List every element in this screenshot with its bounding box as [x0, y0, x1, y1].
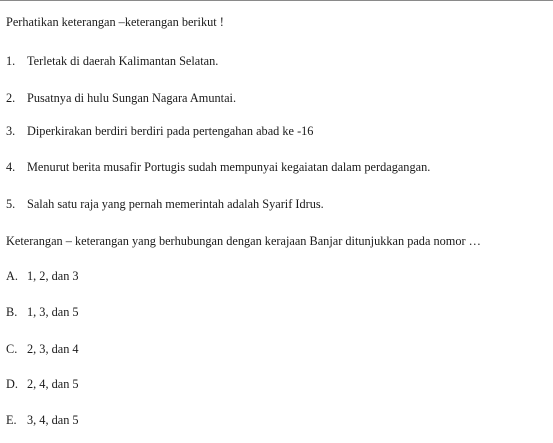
intro-text: Perhatikan keterangan –keterangan berikut !	[6, 15, 224, 29]
option-text: 1, 2, dan 3	[27, 269, 79, 283]
statement-3	[6, 124, 313, 138]
option-letter: E.	[6, 413, 17, 427]
option-text: 3, 4, dan 5	[27, 413, 79, 427]
statement-text: Salah satu raja yang pernah memerintah adalah Syarif Idrus.	[27, 197, 324, 211]
option-text: 2, 3, dan 4	[27, 342, 79, 356]
statement-text: Terletak di daerah Kalimantan Selatan.	[27, 54, 219, 68]
statement-5	[6, 197, 324, 211]
statement-text: Menurut berita musafir Portugis sudah mempunyai kegaiatan dalam perdagangan.	[27, 160, 431, 174]
statement-text: Pusatnya di hulu Sungan Nagara Amuntai.	[27, 91, 237, 105]
option-letter: D.	[6, 377, 18, 391]
statement-1	[6, 54, 218, 68]
statement-number: 5.	[6, 197, 16, 211]
option-b[interactable]	[6, 305, 79, 319]
statement-number: 3.	[6, 124, 16, 138]
option-text: 1, 3, dan 5	[27, 305, 79, 319]
option-text: 2, 4, dan 5	[27, 377, 79, 391]
statement-4	[6, 160, 430, 174]
option-letter: A.	[6, 269, 18, 283]
option-e[interactable]	[6, 413, 79, 427]
statement-2	[6, 91, 236, 105]
statement-number: 4.	[6, 160, 16, 174]
statement-number: 2.	[6, 91, 16, 105]
option-c[interactable]	[6, 342, 79, 356]
top-border	[0, 0, 553, 1]
option-a[interactable]	[6, 269, 79, 283]
question-text: Keterangan – keterangan yang berhubungan dengan kerajaan Banjar ditunjukkan pada nomor …	[6, 234, 481, 248]
statement-text: Diperkirakan berdiri berdiri pada pertengahan abad ke -16	[27, 124, 314, 138]
statement-number: 1.	[6, 54, 16, 68]
option-letter: C.	[6, 342, 18, 356]
option-letter: B.	[6, 305, 18, 319]
option-d[interactable]	[6, 377, 79, 391]
